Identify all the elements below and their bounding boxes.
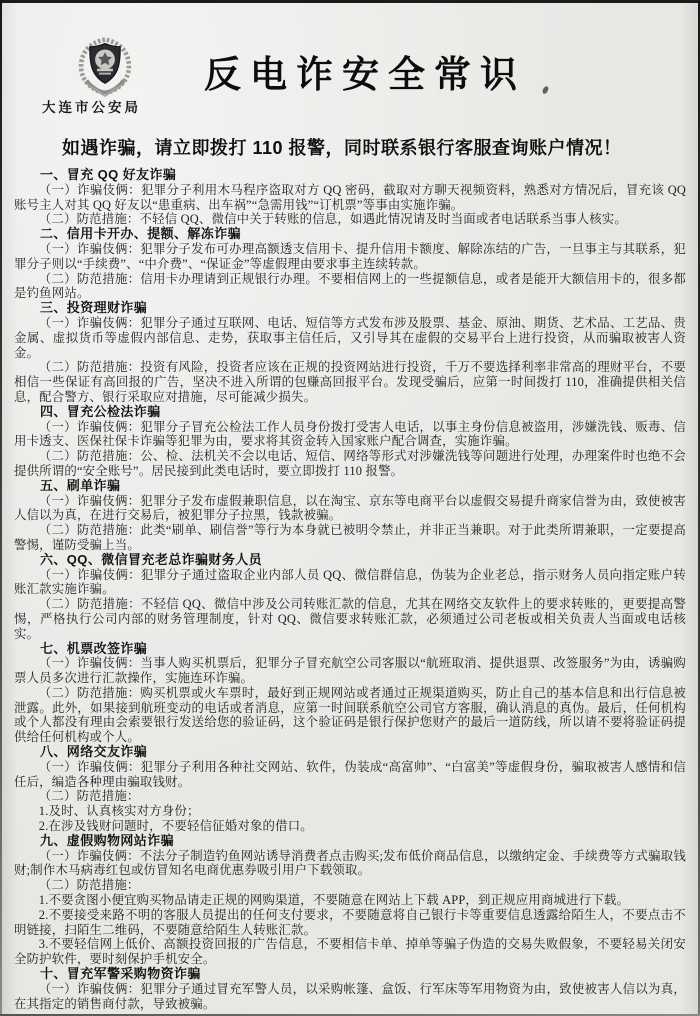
agency-name: 大连市公安局 — [42, 100, 141, 115]
paragraph: （二）防范措施：此类“刷单、刷信誉”等行为本身就已被明令禁止，并非正当兼职。对于此类所谓兼职，一定要提高警惕，谨防受骗上当。 — [14, 523, 686, 552]
paragraph: 2.不要接受来路不明的客服人员提出的任何支付要求，不要随意将自己银行卡等重要信息透露给陌生人，不要点击不明链接，扫陌生二维码，不要随意给陌生人转账汇款。 — [14, 907, 686, 937]
paragraph: （一）诈骗伎俩：犯罪分子发布可办理高额透支信用卡、提升信用卡额度、解除冻结的广告，一旦事主与其联系，犯罪分子则以“手续费”、“中介费”、“保证金”等虚假理由要求事主连续转款。 — [14, 241, 686, 271]
section-body — [14, 420, 686, 479]
section-body — [14, 656, 686, 745]
paragraph: （二）防范措施： — [38, 878, 140, 893]
paragraph: （一）诈骗伎俩：犯罪分子发布虚假兼职信息，以在淘宝、京东等电商平台以虚假交易提升商家信誉为由，致使被害人信以为真，在进行交易后，被犯罪分子拉黑，钱款被骗。 — [14, 493, 686, 523]
document-header — [0, 0, 700, 128]
section-body — [14, 494, 686, 553]
section-heading: 二、信用卡开办、提额、解冻诈骗 — [40, 226, 242, 242]
fraud-section — [14, 405, 686, 479]
section-body — [14, 982, 686, 1012]
section-heading: 五、刷单诈骗 — [40, 477, 121, 493]
paragraph: （一）诈骗伎俩：犯罪分子通过冒充军警人员，以采购帐篷、盒饭、行军床等军用物资为由，致使被害人信以为真，在其指定的销售商付款，导致被骗。 — [14, 981, 686, 1011]
section-body — [14, 568, 686, 642]
paragraph: （二）防范措施：购买机票或火车票时，最好到正规网站或者通过正规渠道购买，防止自己的基本信息和出行信息被泄露。此外，如果接到航班变动的电话或者消息，应第一时间联系航空公司官方客服，确认消息的真伪。最后，任何机构或个人都没有理由会索要银行发送给您的验证码，这个验证码是银行保护您财产的最后一道防线，所以请不要将验证码提供给任何机构或个人。 — [14, 685, 686, 745]
fraud-section — [14, 168, 686, 227]
fraud-section — [14, 301, 686, 405]
section-heading: 一、冒充 QQ 好友诈骗 — [40, 167, 177, 182]
paragraph: （一）诈骗伎俩：犯罪分子利用木马程序盗取对方 QQ 密码，截取对方聊天视频资料，熟悉对方情况后，冒充该 QQ 账号主人对其 QQ 好友以“患重病、出车祸”“急需用钱”“订机票”等事由实施诈骗。 — [14, 182, 686, 212]
fraud-section — [14, 745, 686, 834]
paragraph: （二）防范措施：投资有风险，投资者应该在正规的投资网站进行投资，千万不要选择利率非常高的理财平台，不要相信一些保证有高回报的广告，坚决不进入所谓的包赚高回报平台。发现受骗后，应第一时间拨打 110，准确提供相关信息，配合警方、银行采取应对措施，尽可能减少损失。 — [14, 360, 686, 404]
fraud-section — [14, 642, 686, 746]
paragraph: （一）诈骗伎俩：犯罪分子利用各种社交网站、软件，伪装成“高富帅”、“白富美”等虚假身份，骗取被害人感情和信任后，编造各种理由骗取钱财。 — [14, 759, 686, 789]
paragraph: （一）诈骗伎俩：犯罪分子通过盗取企业内部人员 QQ、微信群信息，伪装为企业老总，指示财务人员向指定账户转账汇款实施诈骗。 — [14, 567, 686, 597]
section-body — [14, 849, 686, 967]
section-heading: 四、冒充公检法诈骗 — [40, 403, 161, 419]
section-heading: 六、QQ、微信冒充老总诈骗财务人员 — [40, 551, 263, 567]
paragraph: （二）防范措施：公、检、法机关不会以电话、短信、网络等形式对涉嫌洗钱等问题进行处理，办理案件时也绝不会提供所谓的“安全账号”。居民接到此类电话时，要立即拨打 110 报警。 — [14, 449, 686, 478]
section-body — [14, 316, 686, 405]
section-body — [14, 760, 686, 834]
section-heading: 九、虚假购物网站诈骗 — [40, 832, 175, 848]
section-heading: 七、机票改签诈骗 — [40, 640, 148, 656]
paragraph: 1.及时、认真核实对方身份； — [38, 804, 200, 819]
paragraph: （一）诈骗伎俩：犯罪分子通过互联网、电话、短信等方式发布涉及股票、基金、原油、期货、艺术品、工艺品、贵金属、虚拟货币等虚假内部信息、走势，获取事主信任后，又引导其在虚假的交易平台上进行投资，从而骗取被害人资金。 — [14, 315, 686, 360]
page-title: 反电诈安全常识 — [204, 52, 526, 96]
paragraph: 3.不要轻信网上低价、高额投资回报的广告信息，不要相信卡单、掉单等骗子伪造的交易失败假象，不要轻易关闭安全防护软件，要时刻保护手机安全。 — [14, 937, 686, 967]
paragraph: （一）诈骗伎俩：不法分子制造钓鱼网站诱导消费者点击购买;发布低价商品信息，以缴纳定金、手续费等方式骗取钱财;制作木马病毒红包或仿冒知名电商优惠券吸引用户下载领取。 — [14, 848, 686, 878]
section-heading: 十、冒充军警采购物资诈骗 — [40, 966, 201, 982]
paragraph: （二）防范措施：信用卡办理请到正规银行办理。不要相信网上的一些提额信息，或者是能开大额信用卡的，很多都是钓鱼网站。 — [14, 271, 686, 301]
fraud-section — [14, 553, 686, 642]
paragraph: （一）诈骗伎俩：犯罪分子冒充公检法工作人员身份拨打受害人电话，以事主身份信息被盗用，涉嫌洗钱、贩毒、信用卡透支、医保社保卡诈骗等犯罪为由，要求将其资金转入国家账户配合调查，实施诈骗。 — [14, 419, 686, 449]
section-heading: 三、投资理财诈骗 — [40, 300, 148, 316]
section-heading: 八、网络交友诈骗 — [40, 744, 148, 760]
scan-edge-left — [0, 0, 2, 1016]
fraud-section — [14, 227, 686, 301]
paragraph: （一）诈骗伎俩：当事人购买机票后，犯罪分子冒充航空公司客服以“航班取消、提供退票、改签服务”为由，诱骗购票人员多次进行汇款操作，实施连环诈骗。 — [14, 656, 686, 686]
section-body — [14, 183, 686, 227]
fraud-section — [14, 834, 686, 967]
paragraph: （二）防范措施： — [38, 789, 140, 804]
paragraph: 2.在涉及钱财问题时，不要轻信征婚对象的借口。 — [38, 819, 313, 834]
emergency-alert-line: 如遇诈骗，请立即拨打 110 报警，同时联系银行客服查询账户情况！ — [62, 138, 622, 158]
paragraph: （二）防范措施：不轻信 QQ、微信中关于转账的信息，如遇此情况请及时当面或者电话联系当事人核实。 — [38, 212, 627, 227]
paragraph: 1.不要贪图小便宜购买物品请走正规的网购渠道，不要随意在网站上下载 APP，到正规应用商城进行下载。 — [38, 893, 630, 908]
paragraph: （二）防范措施：不轻信 QQ、微信中涉及公司转账汇款的信息，尤其在网络交友软件上的要求转账的，更要提高警惕，严格执行公司内部的财务管理制度，针对 QQ、微信要求转账汇款，必须通过公司老板或相关负责人当面或电话核实。 — [14, 597, 686, 641]
section-body — [14, 242, 686, 301]
sections — [14, 168, 686, 1011]
fraud-section — [14, 479, 686, 553]
fraud-section — [14, 967, 686, 1011]
